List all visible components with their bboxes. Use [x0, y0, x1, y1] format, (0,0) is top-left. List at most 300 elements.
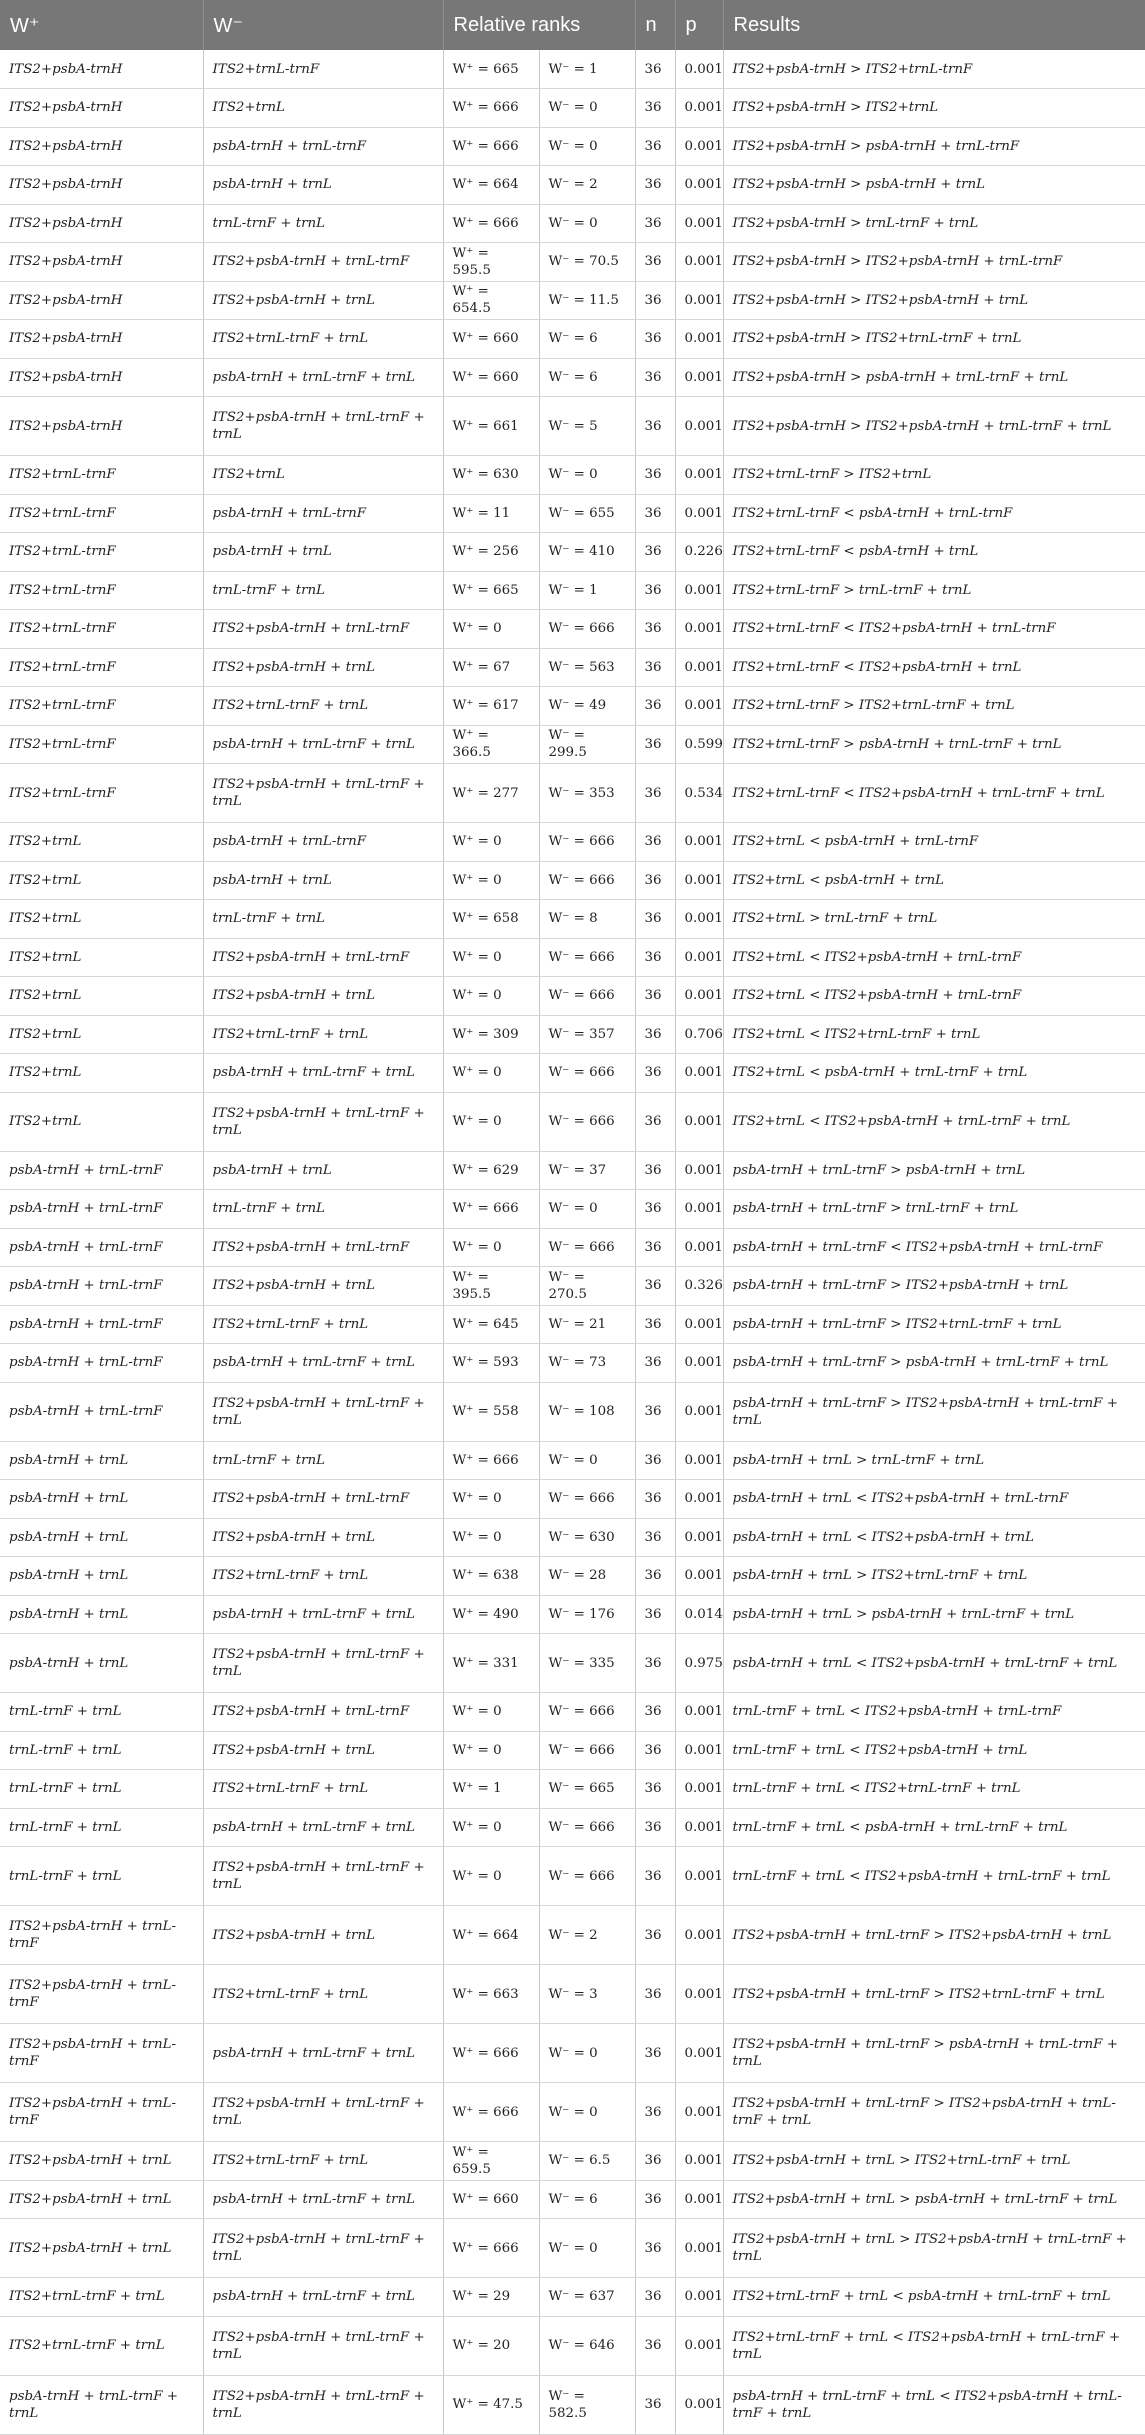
cell-p-value: 0.001	[675, 1518, 723, 1557]
cell-w-minus-combination: ITS2+psbA-trnH + trnL-trnF + trnL	[203, 397, 443, 456]
table-row	[0, 358, 1145, 397]
cell-n: 36	[635, 1190, 675, 1229]
cell-n: 36	[635, 358, 675, 397]
cell-w-plus-combination: ITS2+trnL-trnF	[0, 687, 203, 726]
cell-w-minus-combination: psbA-trnH + trnL-trnF	[203, 823, 443, 862]
cell-n: 36	[635, 204, 675, 243]
cell-w-plus-combination: ITS2+trnL	[0, 938, 203, 977]
cell-w-plus-rank: W⁺ = 660	[443, 358, 539, 397]
cell-result: ITS2+psbA-trnH + trnL-trnF > ITS2+trnL-trnF + trnL	[723, 1965, 1145, 2024]
cell-n: 36	[635, 397, 675, 456]
cell-w-minus-combination: psbA-trnH + trnL-trnF + trnL	[203, 1595, 443, 1634]
cell-p-value: 0.001	[675, 2278, 723, 2317]
cell-w-plus-combination: ITS2+trnL-trnF + trnL	[0, 2278, 203, 2317]
table-row	[0, 1808, 1145, 1847]
cell-p-value: 0.001	[675, 1693, 723, 1732]
cell-w-minus-rank: W⁻ = 666	[539, 861, 635, 900]
cell-n: 36	[635, 533, 675, 572]
cell-n: 36	[635, 938, 675, 977]
cell-w-plus-combination: ITS2+trnL-trnF	[0, 494, 203, 533]
cell-result: ITS2+psbA-trnH > ITS2+trnL-trnF	[723, 50, 1145, 89]
cell-w-plus-combination: trnL-trnF + trnL	[0, 1847, 203, 1906]
cell-n: 36	[635, 2316, 675, 2375]
cell-result: ITS2+trnL-trnF > ITS2+trnL	[723, 456, 1145, 495]
cell-w-plus-combination: ITS2+psbA-trnH	[0, 204, 203, 243]
cell-n: 36	[635, 610, 675, 649]
table-row	[0, 1092, 1145, 1151]
table-row	[0, 2219, 1145, 2278]
cell-w-plus-combination: ITS2+trnL-trnF	[0, 571, 203, 610]
header-w-minus: W⁻	[203, 0, 443, 50]
table-row	[0, 938, 1145, 977]
cell-w-plus-rank: W⁺ = 366.5	[443, 725, 539, 764]
cell-w-plus-rank: W⁺ = 0	[443, 938, 539, 977]
cell-w-plus-rank: W⁺ = 0	[443, 1518, 539, 1557]
cell-w-minus-combination: psbA-trnH + trnL-trnF + trnL	[203, 1054, 443, 1093]
cell-p-value: 0.001	[675, 127, 723, 166]
table-row	[0, 533, 1145, 572]
cell-w-plus-combination: ITS2+psbA-trnH + trnL-trnF	[0, 1906, 203, 1965]
cell-w-plus-rank: W⁺ = 490	[443, 1595, 539, 1634]
cell-w-minus-rank: W⁻ = 655	[539, 494, 635, 533]
table-row	[0, 1441, 1145, 1480]
cell-w-minus-rank: W⁻ = 1	[539, 50, 635, 89]
cell-p-value: 0.001	[675, 358, 723, 397]
cell-w-minus-combination: ITS2+psbA-trnH + trnL	[203, 1518, 443, 1557]
cell-w-plus-combination: ITS2+trnL	[0, 977, 203, 1016]
cell-result: ITS2+trnL-trnF + trnL < psbA-trnH + trnL-trnF + trnL	[723, 2278, 1145, 2317]
cell-w-minus-combination: ITS2+trnL-trnF + trnL	[203, 2142, 443, 2181]
cell-w-minus-combination: psbA-trnH + trnL-trnF	[203, 127, 443, 166]
cell-w-minus-combination: ITS2+psbA-trnH + trnL-trnF	[203, 610, 443, 649]
cell-result: psbA-trnH + trnL > trnL-trnF + trnL	[723, 1441, 1145, 1480]
cell-result: ITS2+psbA-trnH > ITS2+psbA-trnH + trnL	[723, 281, 1145, 320]
cell-result: ITS2+psbA-trnH + trnL-trnF > psbA-trnH + trnL-trnF + trnL	[723, 2024, 1145, 2083]
cell-p-value: 0.226	[675, 533, 723, 572]
cell-p-value: 0.001	[675, 2180, 723, 2219]
cell-w-plus-combination: ITS2+psbA-trnH	[0, 50, 203, 89]
cell-w-minus-rank: W⁻ = 2	[539, 1906, 635, 1965]
table-row	[0, 610, 1145, 649]
cell-w-plus-combination: ITS2+trnL-trnF	[0, 533, 203, 572]
table-row	[0, 1770, 1145, 1809]
cell-n: 36	[635, 1693, 675, 1732]
cell-w-minus-rank: W⁻ = 666	[539, 1731, 635, 1770]
cell-w-minus-combination: ITS2+trnL	[203, 456, 443, 495]
cell-n: 36	[635, 1151, 675, 1190]
cell-w-minus-rank: W⁻ = 73	[539, 1344, 635, 1383]
cell-n: 36	[635, 1382, 675, 1441]
cell-w-minus-rank: W⁻ = 176	[539, 1595, 635, 1634]
table-row	[0, 1305, 1145, 1344]
cell-n: 36	[635, 1092, 675, 1151]
cell-w-minus-combination: ITS2+psbA-trnH + trnL-trnF	[203, 1480, 443, 1519]
cell-p-value: 0.001	[675, 1770, 723, 1809]
cell-p-value: 0.001	[675, 494, 723, 533]
cell-w-plus-rank: W⁺ = 666	[443, 89, 539, 128]
cell-result: ITS2+trnL < ITS2+psbA-trnH + trnL-trnF	[723, 977, 1145, 1016]
cell-n: 36	[635, 2219, 675, 2278]
table-row	[0, 1054, 1145, 1093]
cell-n: 36	[635, 1906, 675, 1965]
cell-w-minus-combination: trnL-trnF + trnL	[203, 1190, 443, 1229]
cell-w-minus-combination: ITS2+psbA-trnH + trnL-trnF + trnL	[203, 2219, 443, 2278]
cell-w-minus-combination: ITS2+trnL	[203, 89, 443, 128]
cell-w-plus-rank: W⁺ = 666	[443, 2083, 539, 2142]
table-row	[0, 1015, 1145, 1054]
cell-w-plus-combination: ITS2+psbA-trnH + trnL-trnF	[0, 2024, 203, 2083]
cell-result: ITS2+trnL-trnF < ITS2+psbA-trnH + trnL	[723, 648, 1145, 687]
cell-w-minus-combination: ITS2+psbA-trnH + trnL	[203, 1731, 443, 1770]
cell-w-plus-rank: W⁺ = 309	[443, 1015, 539, 1054]
cell-result: trnL-trnF + trnL < ITS2+psbA-trnH + trnL-trnF + trnL	[723, 1847, 1145, 1906]
cell-n: 36	[635, 2375, 675, 2434]
cell-n: 36	[635, 2024, 675, 2083]
table-row	[0, 1382, 1145, 1441]
cell-w-plus-combination: ITS2+trnL-trnF	[0, 456, 203, 495]
cell-w-minus-combination: psbA-trnH + trnL-trnF + trnL	[203, 2024, 443, 2083]
cell-n: 36	[635, 823, 675, 862]
cell-n: 36	[635, 900, 675, 939]
cell-p-value: 0.001	[675, 456, 723, 495]
cell-w-minus-combination: psbA-trnH + trnL	[203, 1151, 443, 1190]
table-row	[0, 456, 1145, 495]
cell-result: ITS2+trnL < ITS2+trnL-trnF + trnL	[723, 1015, 1145, 1054]
cell-w-plus-rank: W⁺ = 11	[443, 494, 539, 533]
cell-p-value: 0.001	[675, 1808, 723, 1847]
cell-result: psbA-trnH + trnL > psbA-trnH + trnL-trnF + trnL	[723, 1595, 1145, 1634]
cell-w-minus-combination: ITS2+trnL-trnF + trnL	[203, 687, 443, 726]
cell-n: 36	[635, 494, 675, 533]
cell-w-minus-combination: ITS2+psbA-trnH + trnL	[203, 1906, 443, 1965]
cell-w-plus-combination: psbA-trnH + trnL-trnF	[0, 1228, 203, 1267]
table-row	[0, 823, 1145, 862]
table-row	[0, 166, 1145, 205]
cell-n: 36	[635, 1344, 675, 1383]
table-row	[0, 127, 1145, 166]
cell-w-plus-rank: W⁺ = 666	[443, 1190, 539, 1229]
cell-w-minus-combination: ITS2+psbA-trnH + trnL-trnF + trnL	[203, 2375, 443, 2434]
cell-w-minus-combination: ITS2+trnL-trnF + trnL	[203, 1015, 443, 1054]
cell-w-plus-rank: W⁺ = 0	[443, 861, 539, 900]
cell-w-plus-rank: W⁺ = 67	[443, 648, 539, 687]
cell-w-minus-rank: W⁻ = 666	[539, 823, 635, 862]
cell-w-plus-rank: W⁺ = 331	[443, 1634, 539, 1693]
table-row	[0, 861, 1145, 900]
cell-n: 36	[635, 1770, 675, 1809]
cell-result: ITS2+trnL > trnL-trnF + trnL	[723, 900, 1145, 939]
cell-w-plus-rank: W⁺ = 629	[443, 1151, 539, 1190]
cell-n: 36	[635, 1965, 675, 2024]
cell-result: ITS2+trnL-trnF > trnL-trnF + trnL	[723, 571, 1145, 610]
cell-p-value: 0.599	[675, 725, 723, 764]
cell-w-minus-combination: ITS2+psbA-trnH + trnL-trnF + trnL	[203, 1847, 443, 1906]
cell-result: ITS2+trnL < psbA-trnH + trnL-trnF + trnL	[723, 1054, 1145, 1093]
table-row	[0, 2142, 1145, 2181]
cell-w-plus-combination: psbA-trnH + trnL	[0, 1441, 203, 1480]
header-row	[0, 0, 1145, 50]
cell-w-minus-rank: W⁻ = 666	[539, 1092, 635, 1151]
header-n: n	[635, 0, 675, 50]
cell-n: 36	[635, 764, 675, 823]
cell-w-minus-combination: ITS2+trnL-trnF + trnL	[203, 1770, 443, 1809]
cell-w-minus-combination: psbA-trnH + trnL-trnF + trnL	[203, 358, 443, 397]
cell-p-value: 0.001	[675, 1906, 723, 1965]
cell-w-minus-rank: W⁻ = 630	[539, 1518, 635, 1557]
cell-w-plus-rank: W⁺ = 0	[443, 1731, 539, 1770]
cell-p-value: 0.001	[675, 1344, 723, 1383]
cell-w-minus-rank: W⁻ = 0	[539, 127, 635, 166]
cell-w-minus-rank: W⁻ = 666	[539, 1693, 635, 1732]
cell-w-plus-rank: W⁺ = 660	[443, 2180, 539, 2219]
cell-w-plus-combination: psbA-trnH + trnL-trnF	[0, 1305, 203, 1344]
cell-w-minus-rank: W⁻ = 666	[539, 1480, 635, 1519]
cell-w-plus-rank: W⁺ = 256	[443, 533, 539, 572]
cell-w-plus-rank: W⁺ = 666	[443, 2219, 539, 2278]
cell-w-minus-rank: W⁻ = 666	[539, 938, 635, 977]
cell-w-minus-rank: W⁻ = 6	[539, 2180, 635, 2219]
cell-w-minus-rank: W⁻ = 666	[539, 1847, 635, 1906]
cell-w-minus-rank: W⁻ = 0	[539, 2219, 635, 2278]
header-results: Results	[723, 0, 1145, 50]
cell-p-value: 0.001	[675, 2142, 723, 2181]
cell-p-value: 0.001	[675, 281, 723, 320]
table-row	[0, 1847, 1145, 1906]
cell-w-plus-combination: ITS2+psbA-trnH	[0, 127, 203, 166]
cell-w-minus-combination: ITS2+psbA-trnH + trnL-trnF + trnL	[203, 1092, 443, 1151]
cell-w-plus-combination: psbA-trnH + trnL-trnF	[0, 1382, 203, 1441]
cell-n: 36	[635, 50, 675, 89]
cell-w-minus-rank: W⁻ = 70.5	[539, 243, 635, 282]
cell-p-value: 0.001	[675, 320, 723, 359]
cell-w-plus-combination: trnL-trnF + trnL	[0, 1693, 203, 1732]
cell-w-plus-rank: W⁺ = 666	[443, 127, 539, 166]
cell-w-minus-rank: W⁻ = 0	[539, 2024, 635, 2083]
cell-result: ITS2+trnL-trnF + trnL < ITS2+psbA-trnH + trnL-trnF + trnL	[723, 2316, 1145, 2375]
cell-w-plus-rank: W⁺ = 29	[443, 2278, 539, 2317]
cell-result: ITS2+trnL-trnF > psbA-trnH + trnL-trnF + trnL	[723, 725, 1145, 764]
cell-w-minus-rank: W⁻ = 299.5	[539, 725, 635, 764]
cell-w-minus-combination: ITS2+psbA-trnH + trnL-trnF + trnL	[203, 2316, 443, 2375]
cell-result: ITS2+psbA-trnH > ITS2+trnL-trnF + trnL	[723, 320, 1145, 359]
cell-n: 36	[635, 1847, 675, 1906]
cell-result: ITS2+psbA-trnH > ITS2+trnL	[723, 89, 1145, 128]
table-row	[0, 571, 1145, 610]
table-row	[0, 397, 1145, 456]
cell-n: 36	[635, 1634, 675, 1693]
cell-w-plus-combination: psbA-trnH + trnL-trnF + trnL	[0, 2375, 203, 2434]
cell-w-plus-rank: W⁺ = 0	[443, 1092, 539, 1151]
cell-n: 36	[635, 89, 675, 128]
cell-p-value: 0.001	[675, 1190, 723, 1229]
cell-w-minus-combination: ITS2+trnL-trnF + trnL	[203, 1557, 443, 1596]
cell-w-minus-combination: trnL-trnF + trnL	[203, 571, 443, 610]
cell-w-plus-combination: psbA-trnH + trnL-trnF	[0, 1190, 203, 1229]
header-relative-ranks: Relative ranks	[443, 0, 635, 50]
cell-w-minus-rank: W⁻ = 665	[539, 1770, 635, 1809]
cell-result: ITS2+trnL < psbA-trnH + trnL-trnF	[723, 823, 1145, 862]
cell-w-minus-combination: trnL-trnF + trnL	[203, 1441, 443, 1480]
table-row	[0, 204, 1145, 243]
cell-n: 36	[635, 1518, 675, 1557]
cell-p-value: 0.001	[675, 687, 723, 726]
table-row	[0, 1595, 1145, 1634]
cell-w-plus-rank: W⁺ = 666	[443, 1441, 539, 1480]
cell-result: ITS2+trnL-trnF > ITS2+trnL-trnF + trnL	[723, 687, 1145, 726]
cell-w-plus-combination: psbA-trnH + trnL	[0, 1595, 203, 1634]
cell-w-plus-combination: trnL-trnF + trnL	[0, 1770, 203, 1809]
cell-p-value: 0.001	[675, 166, 723, 205]
cell-p-value: 0.001	[675, 1441, 723, 1480]
cell-w-plus-combination: psbA-trnH + trnL	[0, 1518, 203, 1557]
cell-result: ITS2+trnL-trnF < psbA-trnH + trnL-trnF	[723, 494, 1145, 533]
table-row	[0, 1965, 1145, 2024]
cell-result: ITS2+psbA-trnH > psbA-trnH + trnL-trnF + trnL	[723, 358, 1145, 397]
cell-w-plus-combination: ITS2+psbA-trnH	[0, 166, 203, 205]
cell-w-minus-combination: ITS2+psbA-trnH + trnL-trnF + trnL	[203, 764, 443, 823]
cell-n: 36	[635, 1305, 675, 1344]
cell-w-minus-rank: W⁻ = 108	[539, 1382, 635, 1441]
cell-result: ITS2+psbA-trnH > psbA-trnH + trnL-trnF	[723, 127, 1145, 166]
table-row	[0, 2083, 1145, 2142]
cell-p-value: 0.001	[675, 1228, 723, 1267]
cell-w-minus-combination: ITS2+trnL-trnF	[203, 50, 443, 89]
cell-w-plus-combination: ITS2+psbA-trnH	[0, 281, 203, 320]
cell-n: 36	[635, 1808, 675, 1847]
table-row	[0, 243, 1145, 282]
cell-w-plus-combination: ITS2+psbA-trnH + trnL	[0, 2219, 203, 2278]
cell-w-minus-rank: W⁻ = 0	[539, 2083, 635, 2142]
cell-n: 36	[635, 687, 675, 726]
cell-n: 36	[635, 127, 675, 166]
cell-n: 36	[635, 1441, 675, 1480]
cell-w-plus-combination: ITS2+psbA-trnH	[0, 320, 203, 359]
table-row	[0, 1190, 1145, 1229]
table-row	[0, 50, 1145, 89]
cell-n: 36	[635, 861, 675, 900]
cell-result: ITS2+trnL-trnF < ITS2+psbA-trnH + trnL-trnF + trnL	[723, 764, 1145, 823]
cell-w-minus-combination: psbA-trnH + trnL-trnF + trnL	[203, 2180, 443, 2219]
cell-p-value: 0.001	[675, 1151, 723, 1190]
cell-w-minus-combination: ITS2+psbA-trnH + trnL-trnF	[203, 1693, 443, 1732]
table-row	[0, 1731, 1145, 1770]
cell-w-plus-combination: psbA-trnH + trnL	[0, 1557, 203, 1596]
cell-w-minus-rank: W⁻ = 270.5	[539, 1267, 635, 1306]
cell-w-plus-rank: W⁺ = 654.5	[443, 281, 539, 320]
table-row	[0, 900, 1145, 939]
cell-w-plus-combination: ITS2+psbA-trnH	[0, 397, 203, 456]
cell-w-plus-combination: psbA-trnH + trnL	[0, 1634, 203, 1693]
cell-n: 36	[635, 1557, 675, 1596]
table-row	[0, 1906, 1145, 1965]
cell-w-minus-combination: ITS2+psbA-trnH + trnL-trnF + trnL	[203, 1634, 443, 1693]
cell-w-minus-combination: ITS2+psbA-trnH + trnL-trnF	[203, 243, 443, 282]
table-row	[0, 1693, 1145, 1732]
cell-w-plus-combination: ITS2+psbA-trnH + trnL	[0, 2180, 203, 2219]
cell-w-minus-rank: W⁻ = 21	[539, 1305, 635, 1344]
cell-w-minus-rank: W⁻ = 0	[539, 1190, 635, 1229]
cell-w-minus-rank: W⁻ = 646	[539, 2316, 635, 2375]
cell-result: ITS2+psbA-trnH > psbA-trnH + trnL	[723, 166, 1145, 205]
cell-w-plus-rank: W⁺ = 1	[443, 1770, 539, 1809]
cell-p-value: 0.001	[675, 1965, 723, 2024]
cell-p-value: 0.001	[675, 243, 723, 282]
cell-w-plus-rank: W⁺ = 665	[443, 50, 539, 89]
cell-w-minus-rank: W⁻ = 563	[539, 648, 635, 687]
cell-n: 36	[635, 320, 675, 359]
cell-w-minus-rank: W⁻ = 666	[539, 610, 635, 649]
cell-n: 36	[635, 2083, 675, 2142]
cell-w-minus-combination: psbA-trnH + trnL-trnF + trnL	[203, 1808, 443, 1847]
table-row	[0, 2278, 1145, 2317]
cell-p-value: 0.001	[675, 2083, 723, 2142]
cell-p-value: 0.001	[675, 89, 723, 128]
table-row	[0, 1480, 1145, 1519]
cell-w-minus-rank: W⁻ = 0	[539, 1441, 635, 1480]
cell-n: 36	[635, 166, 675, 205]
cell-result: psbA-trnH + trnL < ITS2+psbA-trnH + trnL-trnF	[723, 1480, 1145, 1519]
cell-w-plus-rank: W⁺ = 0	[443, 610, 539, 649]
cell-w-plus-combination: ITS2+trnL	[0, 1054, 203, 1093]
cell-p-value: 0.001	[675, 1557, 723, 1596]
cell-w-plus-rank: W⁺ = 617	[443, 687, 539, 726]
table-row	[0, 764, 1145, 823]
cell-w-plus-combination: ITS2+psbA-trnH + trnL-trnF	[0, 2083, 203, 2142]
cell-w-minus-combination: ITS2+psbA-trnH + trnL	[203, 1267, 443, 1306]
cell-p-value: 0.014	[675, 1595, 723, 1634]
cell-p-value: 0.001	[675, 938, 723, 977]
table-row	[0, 1151, 1145, 1190]
table-row	[0, 687, 1145, 726]
cell-w-plus-combination: ITS2+psbA-trnH	[0, 358, 203, 397]
cell-w-plus-combination: psbA-trnH + trnL	[0, 1480, 203, 1519]
cell-result: psbA-trnH + trnL-trnF > psbA-trnH + trnL	[723, 1151, 1145, 1190]
cell-result: ITS2+trnL < ITS2+psbA-trnH + trnL-trnF + trnL	[723, 1092, 1145, 1151]
cell-result: psbA-trnH + trnL-trnF > trnL-trnF + trnL	[723, 1190, 1145, 1229]
cell-p-value: 0.326	[675, 1267, 723, 1306]
header-p: p	[675, 0, 723, 50]
cell-result: psbA-trnH + trnL-trnF > ITS2+psbA-trnH + trnL	[723, 1267, 1145, 1306]
cell-result: psbA-trnH + trnL-trnF > ITS2+psbA-trnH + trnL-trnF + trnL	[723, 1382, 1145, 1441]
cell-w-minus-rank: W⁻ = 0	[539, 456, 635, 495]
cell-n: 36	[635, 2180, 675, 2219]
cell-w-plus-combination: trnL-trnF + trnL	[0, 1808, 203, 1847]
cell-result: psbA-trnH + trnL < ITS2+psbA-trnH + trnL	[723, 1518, 1145, 1557]
cell-p-value: 0.001	[675, 610, 723, 649]
cell-p-value: 0.001	[675, 1054, 723, 1093]
cell-w-plus-rank: W⁺ = 664	[443, 166, 539, 205]
cell-p-value: 0.001	[675, 977, 723, 1016]
cell-p-value: 0.001	[675, 900, 723, 939]
cell-w-minus-rank: W⁻ = 335	[539, 1634, 635, 1693]
cell-w-minus-rank: W⁻ = 11.5	[539, 281, 635, 320]
cell-result: ITS2+trnL-trnF < ITS2+psbA-trnH + trnL-trnF	[723, 610, 1145, 649]
cell-result: psbA-trnH + trnL-trnF > psbA-trnH + trnL-trnF + trnL	[723, 1344, 1145, 1383]
cell-w-plus-rank: W⁺ = 593	[443, 1344, 539, 1383]
cell-w-minus-combination: ITS2+trnL-trnF + trnL	[203, 320, 443, 359]
cell-w-plus-rank: W⁺ = 658	[443, 900, 539, 939]
cell-result: trnL-trnF + trnL < ITS2+psbA-trnH + trnL-trnF	[723, 1693, 1145, 1732]
cell-w-minus-rank: W⁻ = 28	[539, 1557, 635, 1596]
cell-w-plus-combination: ITS2+psbA-trnH	[0, 89, 203, 128]
table-row	[0, 2375, 1145, 2434]
cell-w-plus-rank: W⁺ = 0	[443, 977, 539, 1016]
cell-n: 36	[635, 1731, 675, 1770]
cell-p-value: 0.001	[675, 1092, 723, 1151]
cell-result: ITS2+psbA-trnH + trnL > ITS2+trnL-trnF + trnL	[723, 2142, 1145, 2181]
cell-w-plus-combination: psbA-trnH + trnL-trnF	[0, 1344, 203, 1383]
cell-n: 36	[635, 2142, 675, 2181]
